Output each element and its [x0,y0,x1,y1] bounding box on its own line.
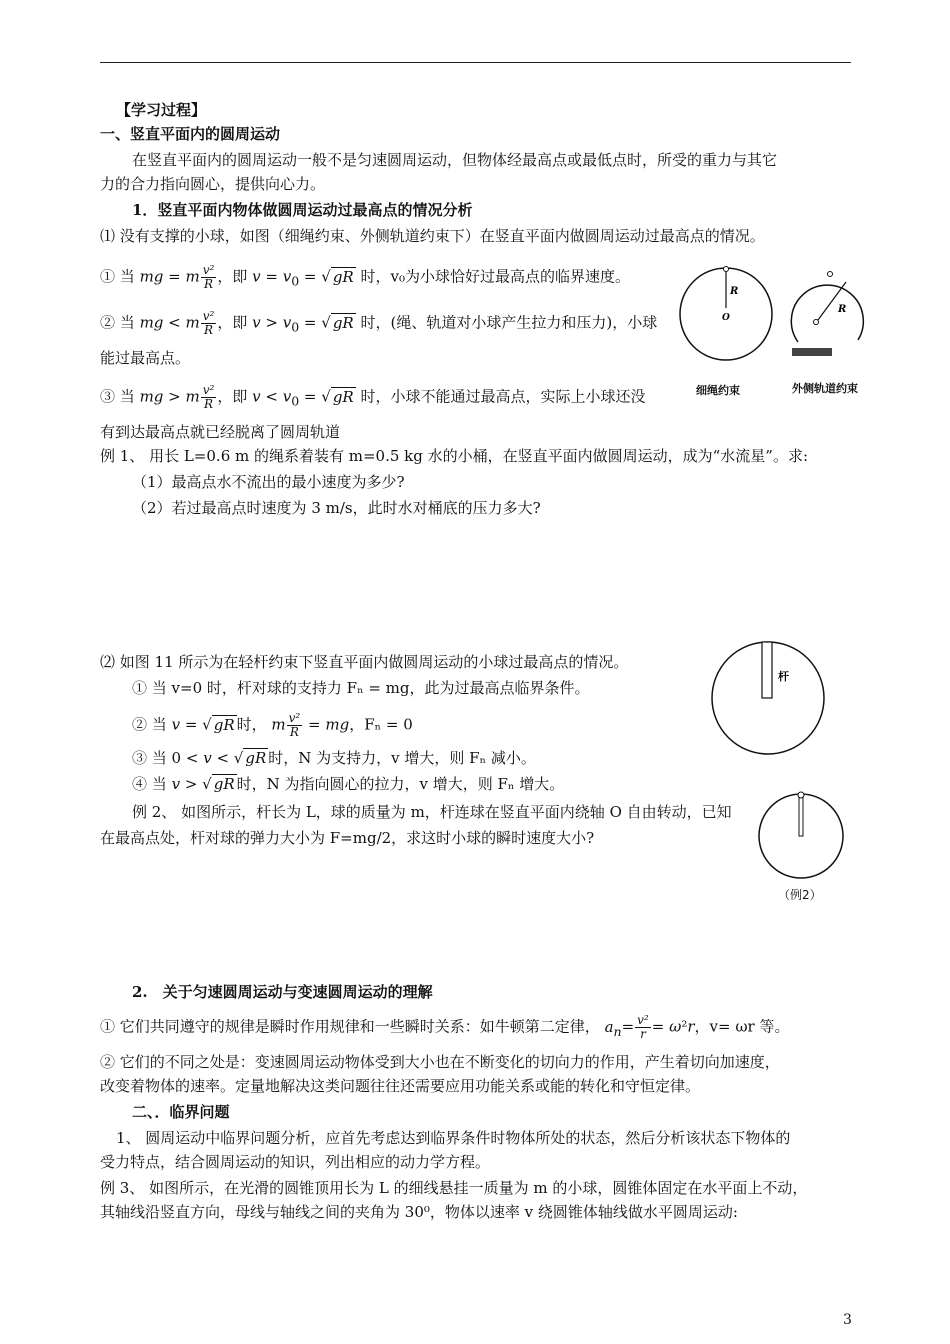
rod-constraint-figure [708,638,828,758]
part2-para-line-2: 受力特点，结合圆周运动的知识，列出相应的动力学方程。 [100,1153,491,1171]
page-number: 3 [843,1312,852,1328]
case1-item-c-cont: 有到达最高点就已经脱离了圆周轨道 [100,423,341,441]
example2-figure [756,790,846,882]
example2-caption: （例2） [778,888,822,902]
rod [799,794,803,836]
sub1-heading: 1．竖直平面内物体做圆周运动过最高点的情况分析 [132,201,473,219]
rod [762,642,772,698]
case2-item-c: ③ 当 0 < v < √ gR 时，N 为支持力，v 增大，则 Fₙ 减小。 [132,749,536,767]
case1-item-c: ③ 当 mg > m $\frac{\text{v²}}{R}$ ，即 $v < v_0$ = √ gR 时，小球不能通过最高点，实际上小球还没 [100,383,646,411]
outer-track-figure [786,264,870,362]
case1-item-b: ② 当 mg < m $\frac{\text{v²}}{R}$ ，即 $v > v_0$ = √ gR 时，(绳、轨道对小球产生拉力和压力)，小球 [100,309,658,337]
center-pivot [814,320,819,325]
ground-base [792,348,832,356]
ball [798,792,804,798]
example2-line-2: 在最高点处，杆对球的弹力大小为 F=mg/2，求这时小球的瞬时速度大小? [100,829,595,847]
radius-label: R [838,304,847,315]
intro-line-2: 力的合力指向圆心，提供向心力。 [100,175,326,193]
track-arc [791,285,863,342]
case2-item-d: ④ 当 v > √ gR 时，N 为指向圆心的拉力，v 增大，则 Fₙ 增大。 [132,775,565,793]
example3-line-2: 其轴线沿竖直方向，母线与轴线之间的夹角为 30⁰，物体以速率 v 绕圆锥体轴线做水平圆周运动: [100,1203,738,1221]
intro-line-1: 在竖直平面内的圆周运动一般不是匀速圆周运动，但物体经最高点或最低点时，所受的重力与其它 [132,151,778,169]
case2-item-a: ① 当 v=0 时，杆对球的支持力 Fₙ = mg，此为过最高点临界条件。 [132,679,590,697]
example1-q1: （1）最高点水不流出的最小速度为多少? [132,473,405,491]
case2-text: ⑵ 如图 11 所示为在轻杆约束下竖直平面内做圆周运动的小球过最高点的情况。 [100,653,629,671]
sub2-heading: 2. 关于匀速圆周运动与变速圆周运动的理解 [132,983,433,1001]
case1-item-b-cont: 能过最高点。 [100,349,191,367]
part2-para-line-1: 1、 圆周运动中临界问题分析，应首先考虑达到临界条件时物体所处的状态，然后分析该状态下物体的 [116,1129,791,1147]
part1-heading: 一、竖直平面内的圆周运动 [100,125,281,143]
case1-text: ⑴ 没有支撑的小球，如图（细绳约束、外侧轨道约束下）在竖直平面内做圆周运动过最高点的情况。 [100,227,765,245]
section-title: 【学习过程】 [116,101,207,119]
sub2-item-a: ① 它们共同遵守的规律是瞬时作用规律和一些瞬时关系：如牛顿第二定律， $a_n=$ $\frac{\text{v²}}{r}$ = ω²r，v= ωr 等。 [100,1013,790,1041]
sub2-item-b-line-2: 改变着物体的速率。定量地解决这类问题往往还需要应用功能关系或能的转化和守恒定律。 [100,1077,701,1095]
case2-item-b: ② 当 v = √ gR 时， m $\frac{\text{v²}}{R}$ = mg，Fₙ = 0 [132,711,413,739]
rod-label: 杆 [778,670,789,683]
example3-line-1: 例 3、 如图所示，在光滑的圆锥顶用长为 L 的细线悬挂一质量为 m 的小球，圆锥体固定在水平面上不动， [100,1179,808,1197]
ball [724,267,729,272]
outer-track-caption: 外侧轨道约束 [792,382,858,395]
rope-constraint-figure [676,264,776,364]
part2-heading: 二、．临界问题 [132,1103,230,1121]
rope-figure-caption: 细绳约束 [696,384,740,397]
case1-item-a: ① 当 mg = m $\frac{\text{v²}}{R}$ ，即 $v = v_0$ = √ gR 时，v₀为小球恰好过最高点的临界速度。 [100,263,631,291]
header-rule [100,62,851,63]
sub2-item-b-line-1: ② 它们的不同之处是：变速圆周运动物体受到大小也在不断变化的切向力的作用，产生着切向加速度， [100,1053,780,1071]
example1-q2: （2）若过最高点时速度为 3 m/s，此时水对桶底的压力多大? [132,499,541,517]
ball [828,272,833,277]
example2-line-1: 例 2、 如图所示，杆长为 L，球的质量为 m，杆连球在竖直平面内绕轴 O 自由转动，已知 [132,803,732,821]
radius-label: R [730,286,739,297]
example1-text: 例 1、 用长 L=0.6 m 的绳系着装有 m=0.5 kg 水的小桶，在竖直平面内做圆周运动，成为“水流星”。求: [100,447,809,465]
center-label: O [722,313,730,323]
